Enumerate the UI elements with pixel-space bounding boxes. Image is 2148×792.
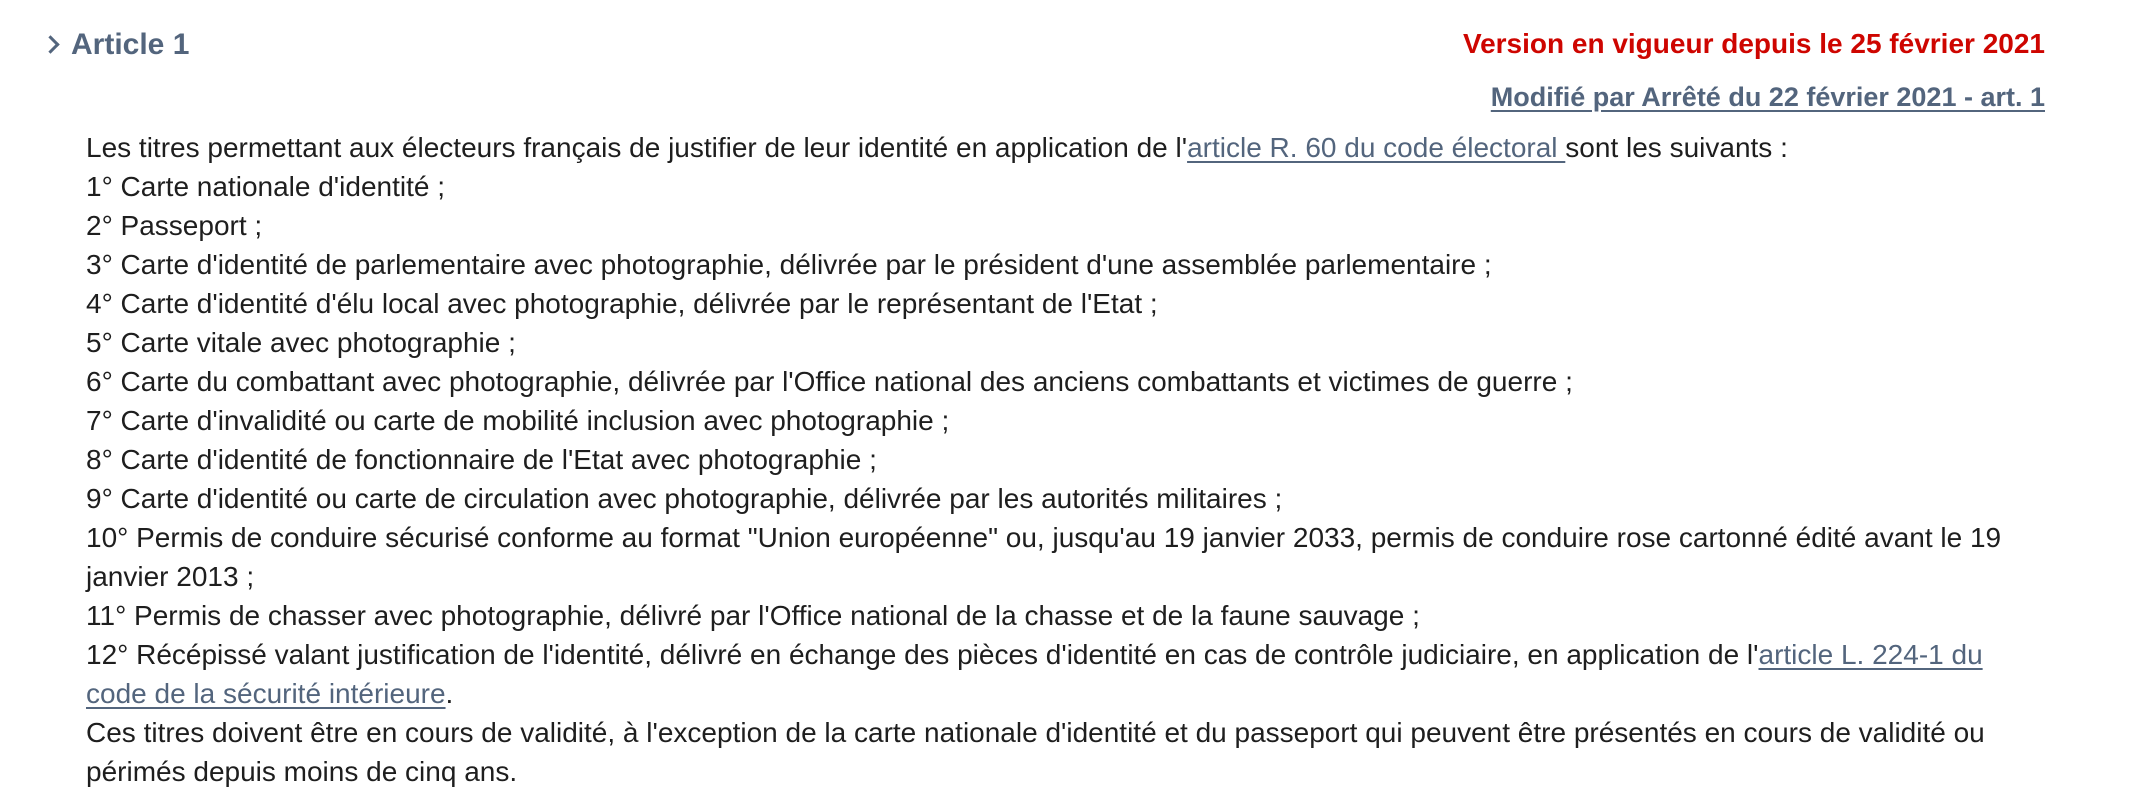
article-l224-1-link[interactable]: article L. 224-1 du code de la sécurité intérieure <box>86 639 1983 709</box>
modified-by-link[interactable]: Modifié par Arrêté du 22 février 2021 - art. 1 <box>1490 82 2045 112</box>
version-status: Version en vigueur depuis le 25 février 2021 <box>1462 28 2045 59</box>
list-item: 9° Carte d'identité ou carte de circulation avec photographie, délivrée par les autorités militaires ; <box>86 483 1283 514</box>
item12-text-end: . <box>445 678 454 709</box>
list-item: 6° Carte du combattant avec photographie, délivrée par l'Office national des anciens combattants et victimes de guerre ; <box>86 366 1573 397</box>
list-item: 10° Permis de conduire sécurisé conforme au format "Union européenne" ou, jusqu'au 19 janvier 2033, permis de conduire rose cartonné édité avant le 19 janvier 2013 ; <box>86 522 2002 592</box>
list-item <box>86 635 2046 713</box>
article-content <box>86 128 2046 791</box>
article-header <box>0 0 2148 120</box>
list-item: 1° Carte nationale d'identité ; <box>86 171 445 202</box>
list-item: 11° Permis de chasser avec photographie, délivré par l'Office national de la chasse et de la faune sauvage ; <box>86 600 1420 631</box>
list-item: 8° Carte d'identité de fonctionnaire de l'Etat avec photographie ; <box>86 444 877 475</box>
article-toggle[interactable] <box>44 28 189 62</box>
list-item: 7° Carte d'invalidité ou carte de mobilité inclusion avec photographie ; <box>86 405 950 436</box>
list-item: 2° Passeport ; <box>86 210 263 241</box>
list-item: 4° Carte d'identité d'élu local avec photographie, délivrée par le représentant de l'Etat ; <box>86 288 1158 319</box>
chevron-right-icon <box>41 35 59 53</box>
article-title: Article 1 <box>71 28 190 61</box>
intro-text-end: sont les suivants : <box>1565 132 1788 163</box>
list-item: 5° Carte vitale avec photographie ; <box>86 327 516 358</box>
article-r60-link[interactable]: article R. 60 du code électoral <box>1187 132 1566 163</box>
intro-paragraph <box>86 128 2046 167</box>
item12-text: 12° Récépissé valant justification de l'identité, délivré en échange des pièces d'identité en cas de contrôle judiciaire, en application de l' <box>86 639 1759 670</box>
list-item: 3° Carte d'identité de parlementaire avec photographie, délivrée par le président d'une assemblée parlementaire ; <box>86 249 1492 280</box>
closing-paragraph: Ces titres doivent être en cours de validité, à l'exception de la carte nationale d'identité et du passeport qui peuvent être présentés en cours de validité ou périmés depuis moins de cinq ans. <box>86 717 1985 787</box>
intro-text: Les titres permettant aux électeurs français de justifier de leur identité en application de l' <box>86 132 1188 163</box>
